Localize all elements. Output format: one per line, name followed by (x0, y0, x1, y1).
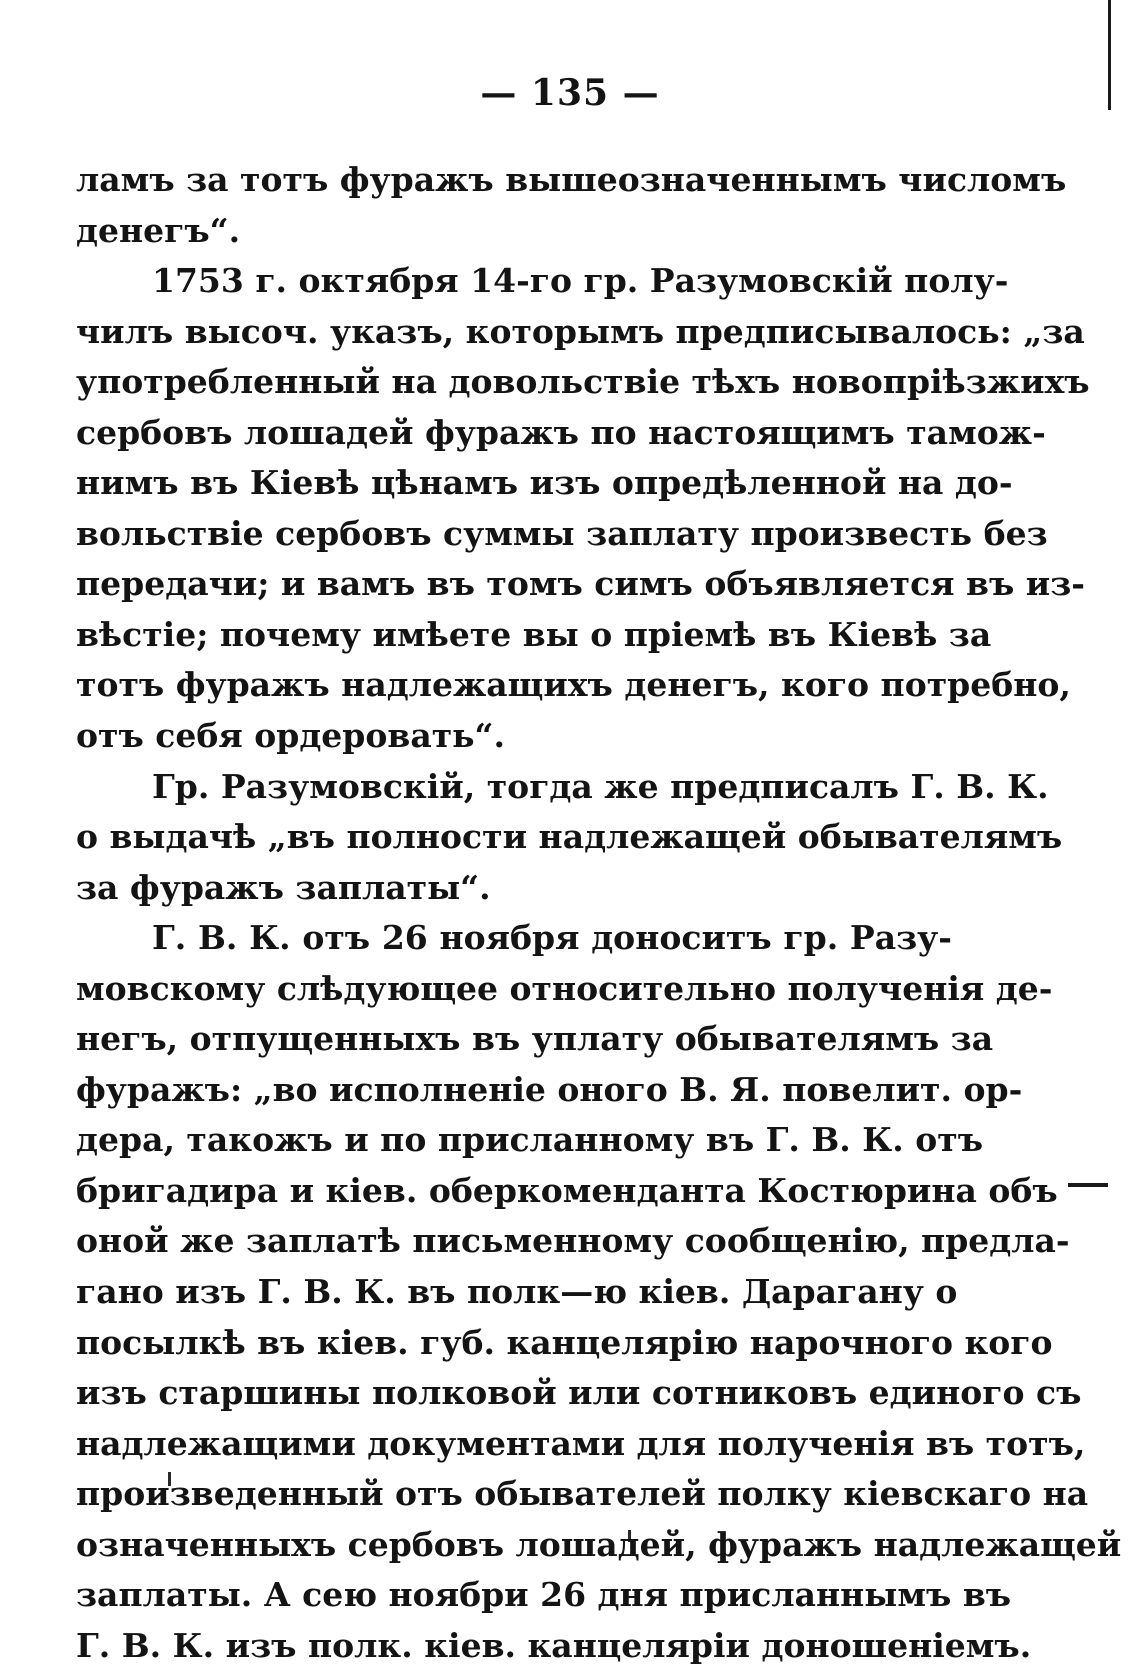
text-line: оной же заплатѣ письменному сообщенію, предла- (76, 1221, 1070, 1261)
scan-edge-mark (1068, 1183, 1108, 1187)
text-line: о выдачѣ „въ полности надлежащей обывателямъ (76, 817, 1063, 857)
text-line: произведенный отъ обывателей полку кіевскаго на (76, 1474, 1089, 1514)
text-line: сербовъ лошадей фуражъ по настоящимъ тамож- (76, 412, 1046, 452)
text-line: вѣстіе; почему имѣете вы о пріемѣ въ Кіевѣ за (76, 614, 992, 654)
text-line: дера, такожъ и по присланному въ Г. В. К. отъ (76, 1120, 984, 1160)
text-line: денегъ“. (76, 210, 241, 250)
text-line: бригадира и кіев. оберкоменданта Костюрина объ (76, 1170, 1058, 1210)
text-line: Г. В. К. изъ полк. кіев. канцеляріи доношеніемъ. (76, 1625, 1032, 1665)
text-line: Г. В. К. отъ 26 ноября доноситъ гр. Разу- (152, 918, 952, 958)
body-text (76, 155, 1122, 1671)
page-number: — 135 — (480, 72, 660, 114)
text-line: надлежащими документами для полученія въ тотъ, (76, 1423, 1086, 1463)
text-line: фуражъ: „во исполненіе оного В. Я. повелит. ор- (76, 1069, 1023, 1109)
text-line: Гр. Разумовскій, тогда же предписалъ Г. В. К. (152, 766, 1049, 806)
text-line: за фуражъ заплаты“. (76, 867, 491, 907)
text-line: вольствіе сербовъ суммы заплату произвесть без (76, 513, 1048, 553)
text-line: гано изъ Г. В. К. въ полк—ю кіев. Дарагану о (76, 1272, 958, 1312)
text-line: означенныхъ сербовъ лошадей, фуражъ надлежащей (76, 1524, 1122, 1564)
text-line: передачи; и вамъ въ томъ симъ объявляется въ из- (76, 564, 1085, 604)
text-line: посылкѣ въ кіев. губ. канцелярію нарочного кого (76, 1322, 1053, 1362)
text-line: ламъ за тотъ фуражъ вышеозначеннымъ числомъ (76, 160, 1067, 199)
text-line: негъ, отпущенныхъ въ уплату обывателямъ за (76, 1019, 994, 1059)
text-line: заплаты. А сею ноябри 26 дня присланнымъ въ (76, 1575, 1012, 1615)
text-line: изъ старшины полковой или сотниковъ единого съ (76, 1373, 1082, 1413)
text-line: 1753 г. октября 14-го гр. Разумовскій полу- (152, 261, 1009, 301)
text-line: тотъ фуражъ надлежащихъ денегъ, кого потребно, (76, 665, 1071, 705)
text-line: отъ себя ордеровать“. (76, 716, 506, 756)
text-line: употребленный на довольствіе тѣхъ новопріѣзжихъ (76, 362, 1090, 402)
text-line: нимъ въ Кіевѣ цѣнамъ изъ опредѣленной на до- (76, 463, 1013, 503)
text-line: мовскому слѣдующее относительно полученія де- (76, 968, 1053, 1008)
text-line: чилъ высоч. указъ, которымъ предписывалось: „за (76, 311, 1085, 351)
